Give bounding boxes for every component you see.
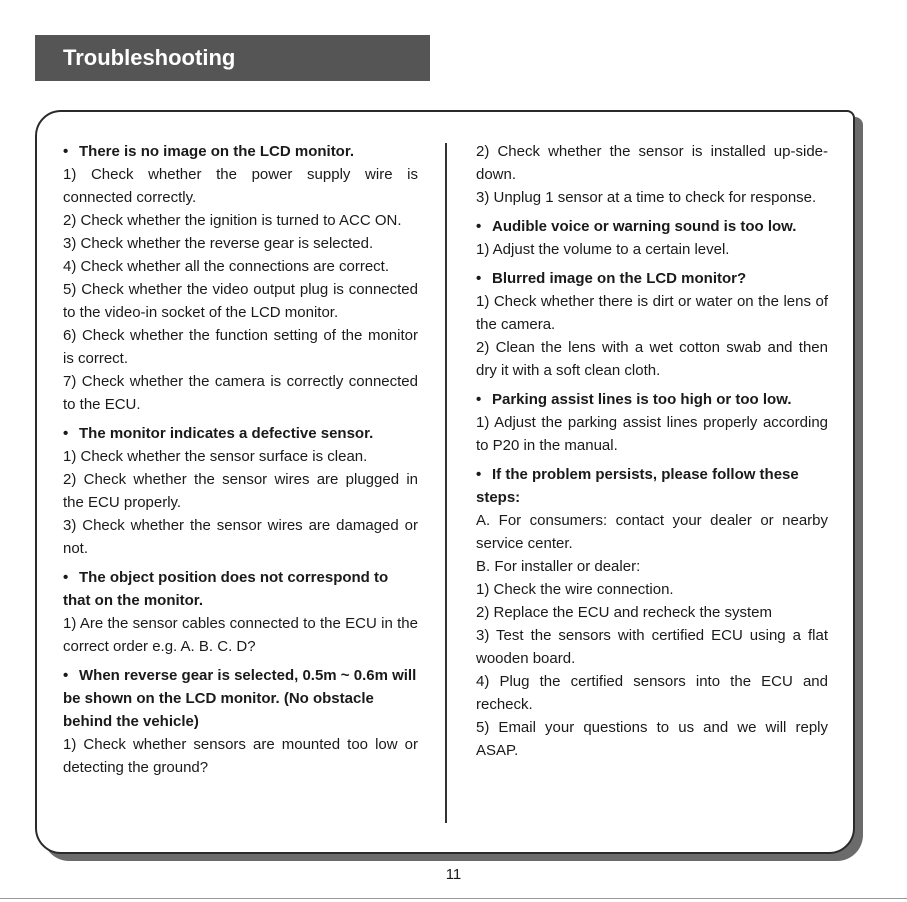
instruction-line: 5) Check whether the video output plug is connected to the video-in socket of the LCD monitor. [63, 281, 418, 321]
right-column [476, 140, 828, 768]
section-heading-text: The monitor indicates a defective sensor. [79, 425, 374, 442]
instruction-line: 3) Check whether the reverse gear is selected. [63, 235, 374, 252]
section-heading-text: If the problem persists, please follow these steps: [476, 466, 799, 506]
section-heading-text: Audible voice or warning sound is too low. [492, 218, 797, 235]
bullet-icon: • [476, 391, 482, 408]
troubleshooting-section [63, 422, 418, 560]
bottom-rule [0, 898, 907, 899]
bullet-icon: • [63, 425, 69, 442]
instruction-line: 4) Plug the certified sensors into the ECU and recheck. [476, 673, 828, 713]
section-header-bar [35, 35, 430, 81]
section-heading-text: When reverse gear is selected, 0.5m ~ 0.6m will be shown on the LCD monitor. (No obstacle behind the vehicle) [63, 667, 417, 730]
instruction-line: B. For installer or dealer: [476, 558, 641, 575]
instruction-line: A. For consumers: contact your dealer or nearby service center. [476, 512, 828, 552]
instruction-line: 1) Check whether the sensor surface is clean. [63, 448, 368, 465]
section-heading [476, 215, 828, 238]
section-heading [476, 267, 828, 290]
section-heading [63, 664, 418, 733]
bullet-icon: • [476, 218, 482, 235]
instruction-line: 7) Check whether the camera is correctly connected to the ECU. [63, 373, 418, 413]
instruction-line: 2) Replace the ECU and recheck the system [476, 604, 772, 621]
instruction-line: 1) Check whether the power supply wire is connected correctly. [63, 166, 418, 206]
instruction-line: 1) Are the sensor cables connected to the ECU in the correct order e.g. A. B. C. D? [63, 615, 418, 655]
section-heading-text: The object position does not correspond to that on the monitor. [63, 569, 389, 609]
instruction-line: 1) Check the wire connection. [476, 581, 674, 598]
page-number: 11 [445, 866, 462, 883]
instruction-line: 2) Check whether the sensor is installed up-side-down. [476, 143, 828, 183]
section-heading [63, 422, 418, 445]
section-heading [476, 388, 828, 411]
instruction-line: 3) Check whether the sensor wires are damaged or not. [63, 517, 418, 557]
bullet-icon: • [63, 667, 69, 684]
troubleshooting-section [476, 215, 828, 261]
column-divider [445, 143, 447, 823]
section-heading-text: There is no image on the LCD monitor. [79, 143, 355, 160]
section-heading [63, 566, 418, 612]
instruction-line: 1) Check whether sensors are mounted too low or detecting the ground? [63, 736, 418, 776]
bullet-icon: • [63, 569, 69, 586]
instruction-line: 4) Check whether all the connections are correct. [63, 258, 389, 275]
instruction-line: 1) Adjust the parking assist lines properly according to P20 in the manual. [476, 414, 828, 454]
troubleshooting-section [63, 566, 418, 658]
instruction-line: 3) Unplug 1 sensor at a time to check for response. [476, 189, 817, 206]
instruction-line: 6) Check whether the function setting of the monitor is correct. [63, 327, 418, 367]
section-heading-text: Blurred image on the LCD monitor? [492, 270, 747, 287]
instruction-line: 2) Check whether the ignition is turned to ACC ON. [63, 212, 402, 229]
instruction-line: 1) Check whether there is dirt or water on the lens of the camera. [476, 293, 828, 333]
left-column [63, 140, 418, 785]
page-title: Troubleshooting [63, 45, 236, 70]
section-heading [476, 463, 828, 509]
troubleshooting-section [476, 388, 828, 457]
bullet-icon: • [476, 466, 482, 483]
instruction-line: 5) Email your questions to us and we will reply ASAP. [476, 719, 828, 759]
section-heading [63, 140, 418, 163]
instruction-line: 2) Check whether the sensor wires are plugged in the ECU properly. [63, 471, 418, 511]
instruction-line: 3) Test the sensors with certified ECU using a flat wooden board. [476, 627, 828, 667]
bullet-icon: • [476, 270, 482, 287]
bullet-icon: • [63, 143, 69, 160]
troubleshooting-section [476, 140, 828, 209]
instruction-line: 2) Clean the lens with a wet cotton swab and then dry it with a soft clean cloth. [476, 339, 828, 379]
troubleshooting-section [63, 664, 418, 779]
troubleshooting-section [476, 463, 828, 762]
troubleshooting-section [63, 140, 418, 416]
instruction-line: 1) Adjust the volume to a certain level. [476, 241, 730, 258]
section-heading-text: Parking assist lines is too high or too low. [492, 391, 792, 408]
troubleshooting-section [476, 267, 828, 382]
